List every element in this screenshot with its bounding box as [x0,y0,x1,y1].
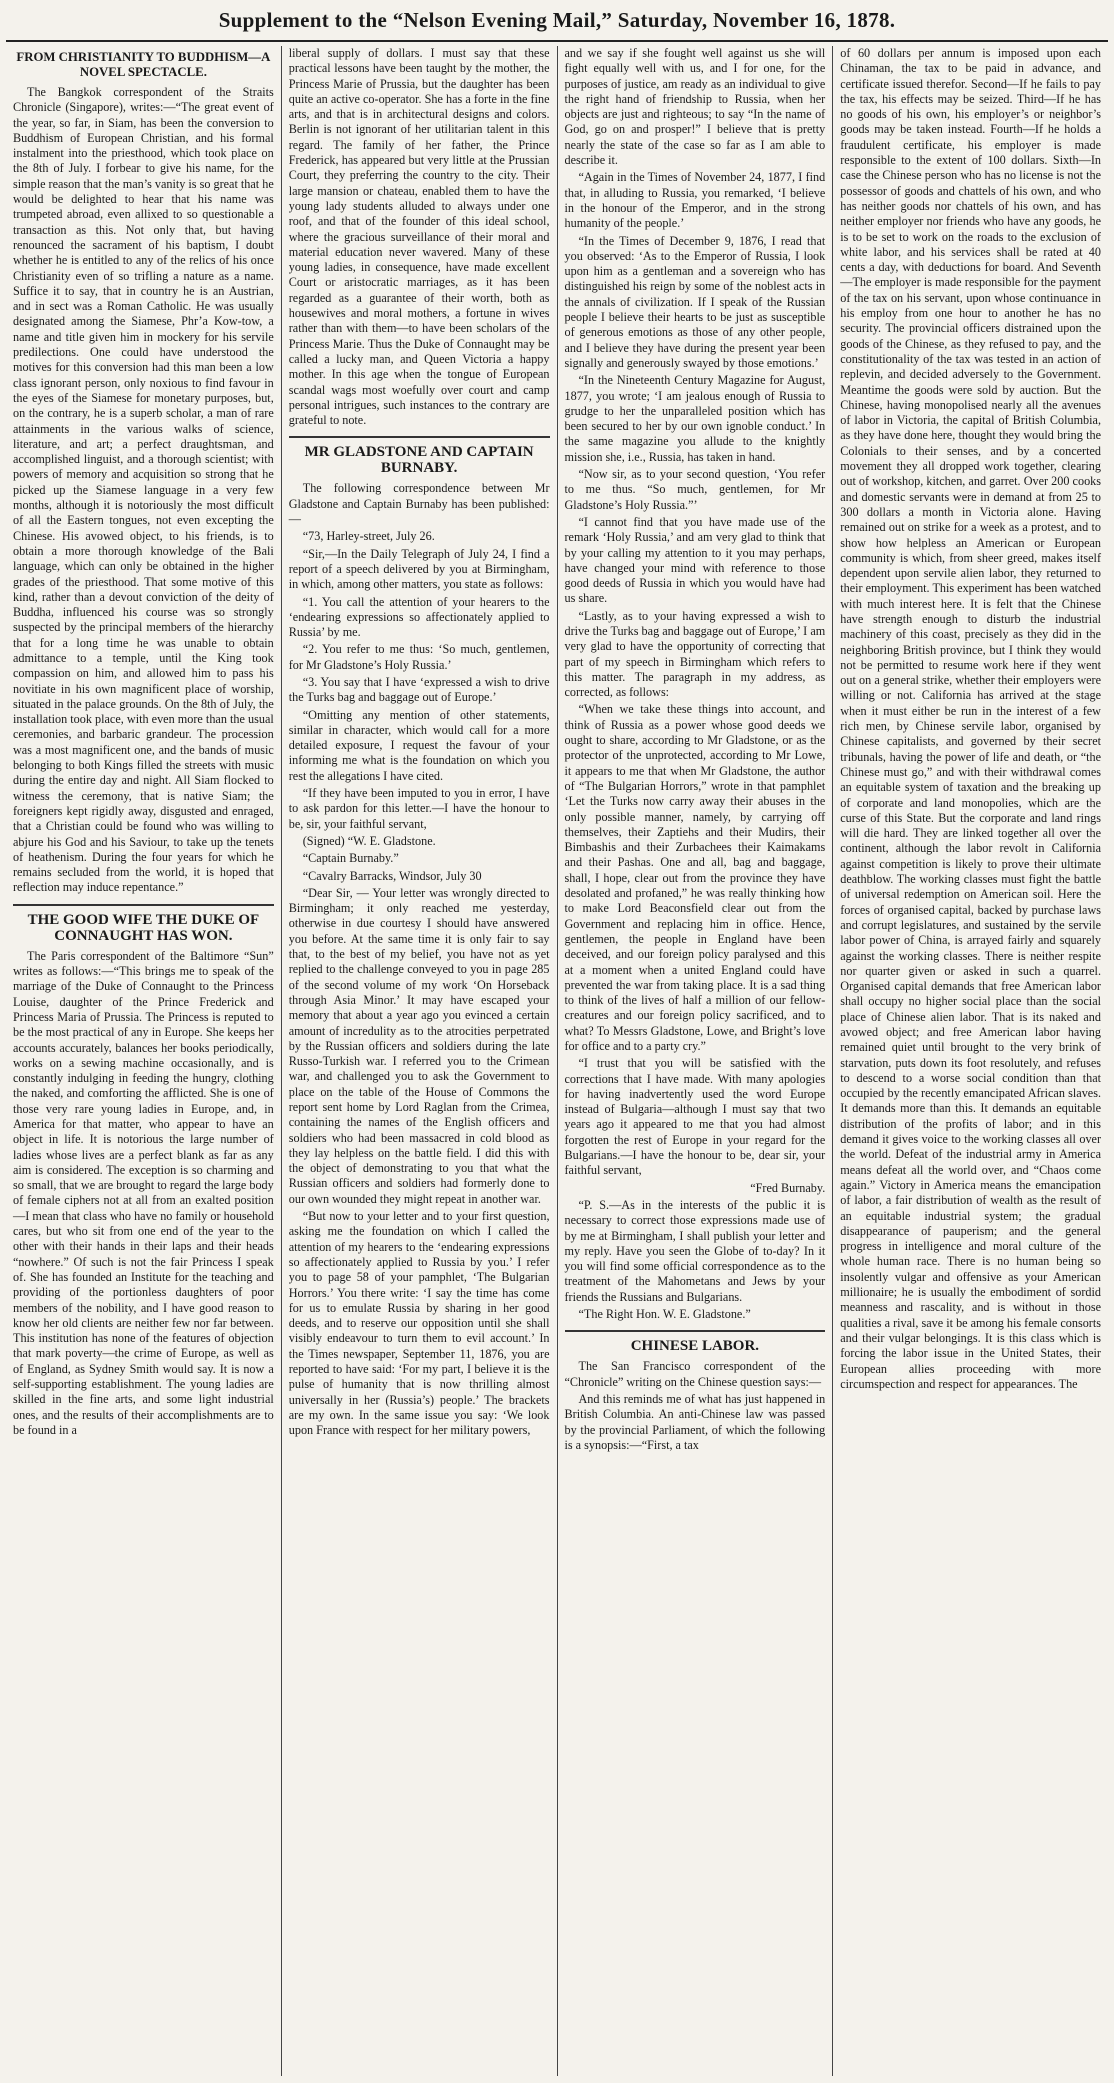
article-paragraph: “The Right Hon. W. E. Gladstone.” [578,1307,751,1322]
column-4 [833,46,1108,2076]
column-3 [558,46,834,2076]
article-paragraph: “Now sir, as to your second question, ‘You refer to me thus. “So much, gentlemen, for Mr Gladstone’s Holy Russia.”’ [564,467,826,512]
article-headline: MR GLADSTONE AND CAPTAIN BURNABY. [304,444,534,477]
article-paragraph: “I trust that you will be satisfied with the corrections that I have made. With many apologies for having inadvertently used the word Europe instead of Bulgaria—although I must say that two years ago it appeared to me that you had almost forgotten the rest of Europe in your regard for the Bulgarians.—I have the honour to be, dear sir, your faithful servant, [564,1056,826,1178]
article-paragraph: “3. You say that I have ‘expressed a wish to drive the Turks bag and baggage out of Europe.’ [288,674,550,705]
article-paragraph: The Bangkok correspondent of the Straits Chronicle (Singapore), writes:—“The great event of the year, so far, in Siam, has been the conversion to Buddhism of European Christian, and his formal instalment into the priesthood, which took place on the 8th of July. I forbear to give his name, for the simple reason that the man’s vanity is so great that he would be delighted to hear that his name was trumpeted abroad, even allixed to so questionable a transaction as this. Not only that, but having renounced the sacrament of his baptism, I doubt whether he is entitled to any of the relics of his once Christianity even of so trifling a nature as a name. Suffice it to say, that in country he is an Austrian, and in sect was a Roman Catholic. He was usually designated among the Siamese, Phr’a Kow-tow, a name and title given him in mockery for his servile predilections. One could have understood the motives for this conversion had this man been a low class ignorant person, only noxious to find favour in the eyes of the Siamese for monetary purposes, but, on the contrary, he is a superb scholar, a man of rare attainments in the various walks of science, literature, and art; a perfect draughtsman, and accomplished linguist, and a thorough scientist; with powers of memory and acquisition so strong that he picked up the Siamese language in a very few months, although it is notoriously the most difficult of all the Eastern tongues, not even excepting the Chinese. His avowed object, to his friends, is to obtain a more thorough knowledge of the Bali language, which can only be obtained in the higher grades of the priesthood. That some motive of this kind, rather than a devout conviction of the deity of Buddha, influenced his course was so strongly suspected by the principal members of the hierarchy that for a long time he was unable to obtain admittance to a temple, until the King took compassion on him, and allowed him to pass his novitiate in his own magnificent place of worship, situated in the palace grounds. On the 8th of July, the installation took place, with even more than the usual ceremonies, and barbaric grandeur. The procession was a most magnificent one, and the bands of music belonging to both Kings filled the streets with music during the entire day and night. All Siam flocked to witness the ceremony, that is native Siam; the foreigners kept rigidly away, disgusted and enraged, that a Christian could be found who was willing to abjure his God and his Saviour, to take up the tenets of heathenism. During the four years for which he remains secluded from the world, it is hoped that reflection may induce repentance.” [13,85,274,895]
article-paragraph: “If they have been imputed to you in error, I have to ask pardon for this letter.—I have the honour to be, sir, your faithful servant, [288,786,550,831]
column-2 [282,46,558,2076]
article-paragraph: The Paris correspondent of the Baltimore “Sun” writes as follows:—“This brings me to speak of the marriage of the Duke of Connaught to the Princess Louise, daughter of the Prince Frederick and Princess Maria of Prussia. The Princess is reputed to be the most practical of any in Europe. She keeps her accounts accurately, balances her books periodically, works on a sewing machine occasionally, and is constantly indulging in feeding the hungry, clothing the naked, and comforting the afflicted. She is one of those very rare young ladies in Europe, and, in America for that matter, who appear to have an object in life. It is notorious the large number of ladies whose lives are a perfect blank as far as any aim is considered. The exception is so charming and so small, that we are brought to regard the large body of female ciphers not at all from an exalted position—I mean that class who have no family or household cares, but who sit from one end of the year to the other with their hands in their laps and their heads “nowhere.” Of such is not the fair Princess I speak of. She has founded an Institute for the teaching and providing of the portionless daughters of poor members of the nobility, and I have good reason to know her old clients are neither few nor far between. This institution has none of the features of objection that mark poverty—the crime of Europe, as well as of England, as Sydney Smith would say. It is now a self-supporting establishment. The young ladies are skilled in the fine arts, and some light industrial ones, and the results of their accomplishments are to be found in a [13,948,274,1437]
article-headline: FROM CHRISTIANITY TO BUDDHISM—A NOVEL SPECTACLE. [16,50,271,79]
article-paragraph: (Signed) “W. E. Gladstone. [302,833,436,848]
article-paragraph: “In the Nineteenth Century Magazine for August, 1877, you wrote; ‘I am jealous enough of Russia to grudge to her the unparalleled position which has been secured to her by our own ignoble conduct.’ In the same magazine you allude to the knightly mission she, i.e., Russia, has taken in hand. [564,373,826,464]
article-paragraph: “I cannot find that you have made use of the remark ‘Holy Russia,’ and am very glad to think that by your calling my attention to it you may perhaps, have changed your mind with reference to those good deeds of Russia in which you would have had us share. [564,514,826,606]
article-paragraph: “Cavalry Barracks, Windsor, July 30 [302,868,482,883]
columns [6,46,1108,2076]
article-paragraph: “Omitting any mention of other statements, similar in character, which would call for a more detailed exposure, I request the favour of your informing me what is the foundation on which you rest the allegations I have cited. [288,707,550,783]
article-divider [289,436,550,438]
article-paragraph: “Captain Burnaby.” [302,851,399,866]
article-paragraph: “1. You call the attention of your hearers to the ‘endearing expressions so affectionately applied to Russia’ by me. [288,594,550,640]
article-divider [565,1330,826,1332]
article-paragraph: “But now to your letter and to your first question, asking me the foundation on which I called the attention of my hearers to the ‘endearing expressions so affectionately applied to Russia by you.’ I refer you to page 58 of your pamphlet, ‘The Bulgarian Horrors.’ You there write: ‘I say the time has come for us to emulate Russia by sharing in her good deeds, and to reserve our opposition until she shall visibly endeavour to turn them to evil account.’ In the Times newspaper, September 11, 1876, you are reported to have said: ‘For my part, I believe it is the pulse of humanity that is now thrilling almost universally in her (Russia’s) people.’ The brackets are my own. In the same issue you say: ‘We look upon France with respect for her military powers, [288,1209,550,1438]
article-paragraph: “Again in the Times of November 24, 1877, I find that, in alluding to Russia, you remarked, ‘I believe in the honour of the Emperor, and in the strong humanity of the people.’ [564,170,826,231]
article-paragraph: “Sir,—In the Daily Telegraph of July 24, I find a report of a speech delivered by you at Birmingham, in which, among other matters, you state as follows: [288,546,550,592]
article-paragraph: “2. You refer to me thus: ‘So much, gentlemen, for Mr Gladstone’s Holy Russia.’ [288,642,550,672]
article-paragraph: “Fred Burnaby. [750,1180,826,1195]
article-headline: THE GOOD WIFE THE DUKE OF CONNAUGHT HAS WON. [27,911,260,944]
article-divider [13,904,274,906]
article-headline: CHINESE LABOR. [630,1338,760,1355]
article-paragraph: liberal supply of dollars. I must say that these practical lessons have been taught by the mother, the Princess Marie of Prussia, but the daughter has been quite an active co-operator. She has a forte in the fine arts, and that is in architectural designs and colors. Berlin is not ignorant of her utilitarian talent in this regard. The family of her father, the Prince Frederick, has appeared but very little at the Prussian Court, they preferring the country to the city. Their large mansion or chateau, enabled them to have the young lady students alluded to always under one roof, and that of the founder of this ideal school, where the gracious surveillance of their moral and material education never wavered. Many of these young ladies, in consequence, have made excellent Court or aristocratic marriages, as it has been regarded as a guarantee of their worth, both as housewives and moral mothers, a fortune in wives rather than with them—to have been scholars of the Princess Marie. Thus the Duke of Connaught may be called a lucky man, and Queen Victoria a happy mother. In this age when the tongue of European scandal wags most woefully over court and camp personal intrigues, such instances to the contrary are grateful to note. [288,46,550,428]
article-paragraph: “73, Harley-street, July 26. [302,529,435,544]
article-paragraph: “Dear Sir, — Your letter was wrongly directed to Birmingham; it only reached me yesterday, otherwise in due courtesy I should have answered you before. At the same time it is only fair to say that, to the best of my belief, you have not as yet replied to the challenge conveyed to you in page 285 of the second volume of my work ‘On Horseback through Asia Minor.’ It may have escaped your memory that about a year ago you evinced a certain amount of incredulity as to the atrocities perpetrated by the Russian officers and soldiers during the late Russo-Turkish war. I referred you to the Crimean war, and challenged you to ask the Government to place on the table of the House of Commons the report sent home by Lord Raglan from the Crimea, containing the names of the English officers and soldiers who had been massacred in cold blood as they lay helpless on the battle field. I did this with the object of demonstrating to you that what the Russian officers and soldiers had formerly done to our own wounded they might repeat in another war. [288,885,550,1206]
article-paragraph: of 60 dollars per annum is imposed upon each Chinaman, the tax to be paid in advance, and certificate issued therefor. Second—If he fails to pay the tax, his effects may be seized. Third—If he has no goods of his own, his employer’s or neighbor’s goods may be taken instead. Fourth—If he holds a fraudulent certificate, his employer is made responsible to the extent of 100 dollars. Sixth—In case the Chinese person who has no license is not the possessor of goods and chattels of his own, and who has neither goods nor chattels of his own, and has neither employer nor friends who have any goods, he is to be set to work on the roads to the exclusion of white labor, and his services shall be rated at 40 cents a day, with deductions for board. And Seventh—The employer is made responsible for the payment of the tax on his servant, upon whose continuance in his employ from one hour to another he has no security. The provincial officers distrained upon the goods of the Chinese, as they refused to pay, and the constitutionality of the tax was tested in an action of replevin, and decided adversely to the Government. Meantime the goods were sold by auction. But the Chinese, having monopolised nearly all the avenues of labor in Victoria, the capital of British Columbia, as they have done here, thought they would bring the Colonials to their senses, and by a concerted movement they all dropped work together, clearing out of workshop, kitchen, and garret. Over 200 cooks and domestic servants were in demand at from 25 to 300 dollars a month in Victoria alone. Having remained out on strike for a week as a protest, and to show how helpless an American or European community is which, from sheer greed, makes itself dependent upon servile alien labor, they returned to their employment. This experiment has been watched with much interest here. It is felt that the Chinese have strength enough to disturb the industrial machinery of this coast, precisely as they did in the neighboring British province, but I think they would not be permitted to resume work here if they went out on a general strike, whether their employers were willing or not. California has arrived at the stage when it must either be run in the interest of a few rich men, by Chinese servile labor, organised by Chinese capitalists, and governed by their secret tribunals, having the power of life and death, or “the Chinese must go,” and with their withdrawal comes an equitable system of taxation and the breaking up of corporate and land monopolies, which are the curse of this State. But the corporate and land rings will die hard. They are linked together all over the continent, although the labor revolt in California against competition is likely to prove their ultimate deathblow. The working classes must fight the battle of universal redemption on American soil. Here the forces of organised capital, backed by purchase laws and corrupt legislatures, and sustained by the servile labor power of China, is arrayed fairly and squarely against the working classes. There is neither respite nor quarter given or asked in such a quarrel. Organised capital demands that free American labor shall occupy no higher social place than the social place of Chinese alien labor. That is its naked and avowed object; and free American labor having remained quiet until brought to the very brink of starvation, puts down its foot resolutely, and refuses to descend to a worse social condition than that occupied by the recently emancipated African slaves. It demands more than this. It demands an equitable distribution of the profits of labor; and in this demand it gives voice to the working classes all over the world. Defeat of the industrial army in America means defeat all the world over, and “Chaos come again.” Victory in America means the emancipation of labor, a fair distribution of wealth as the result of an equitable industrial system; the gradual disappearance of pauperism; and the general progress in intelligence and moral culture of the whole human race. There is no human being so insolently vulgar and offensive as your American millionaire; he is usually the embodiment of sordid meanness and rascality, and is without in those qualities a rival, save it be among his female consorts and their vulgar belongings. It is this class which is forcing the labor issue in the United States, their European allies proceeding with more circumspection and respect for appearances. The [840,46,1101,1391]
article-paragraph: The following correspondence between Mr Gladstone and Captain Burnaby has been published:— [288,481,550,527]
article-paragraph: and we say if she fought well against us she will fight equally well with us, and I for one, for the purposes of justice, am ready as an individual to give the right hand of friendship to Russia, when her objects are just and righteous; to say “In the name of God, go on and prosper!” I believe that is pretty nearly the state of the case so far as I am able to describe it. [564,46,826,168]
article-paragraph: The San Francisco correspondent of the “Chronicle” writing on the Chinese question says:— [564,1359,826,1389]
masthead-rule [6,40,1108,42]
article-paragraph: “In the Times of December 9, 1876, I read that you observed: ‘As to the Emperor of Russia, I look upon him as a gentleman and a sovereign who has distinguished his reign by some of the noblest acts in the annals of civilization. If I speak of the Russian people I believe their hearts to be just as susceptible of generous emotions as those of any other people, and I believe they have during the present year been signally and generously swayed by those emotions.’ [564,233,826,370]
article-paragraph: “When we take these things into account, and think of Russia as a power whose good deeds we ought to share, according to Mr Gladstone, or as the protector of the unprotected, according to Mr Lowe, it appears to me that when Mr Gladstone, the author of “The Bulgarian Horrors,” wrote in that pamphlet ‘Let the Turks now carry away their abuses in the only possible manner, namely, by carrying off themselves, their Zaptiehs and their Mudirs, their Bimbashis and their Zurbachees their Kaimakams and their Pashas. One and all, bag and baggage, shall, I hope, clear out from the province they have desolated and profaned,” he was really thinking how to make Lord Beaconsfield clear out from the Government and replacing him in office. Hence, gentlemen, the people in England have been deceived, and our foreign policy paralysed and this at a moment when a united England could have prevented the war from taking place. It is a sad thing to think of the lives of half a million of our fellow-creatures and our foreign policy sacrificed, and to what? To Messrs Gladstone, Lowe, and Bright’s love for office and to a party cry.” [564,702,826,1053]
column-1 [6,46,282,2076]
article-paragraph: “P. S.—As in the interests of the public it is necessary to correct those expressions made use of by me at Birmingham, I shall publish your letter and my reply. Have you seen the Globe of to-day? In it you will find some official correspondence as to the treatment of the Mahometans and Jews by your friends the Russians and Bulgarians. [564,1197,826,1304]
article-paragraph: And this reminds me of what has just happened in British Columbia. An anti-Chinese law was passed by the provincial Parliament, of which the following is a synopsis:—“First, a tax [564,1391,826,1452]
masthead: Supplement to the “Nelson Evening Mail,” Saturday, November 16, 1878. [218,7,896,32]
article-paragraph: “Lastly, as to your having expressed a wish to drive the Turks bag and baggage out of Europe,’ I am very glad to have the opportunity of correcting that part of my speech in Birmingham which refers to this matter. The paragraph in my address, as corrected, as follows: [564,608,826,700]
